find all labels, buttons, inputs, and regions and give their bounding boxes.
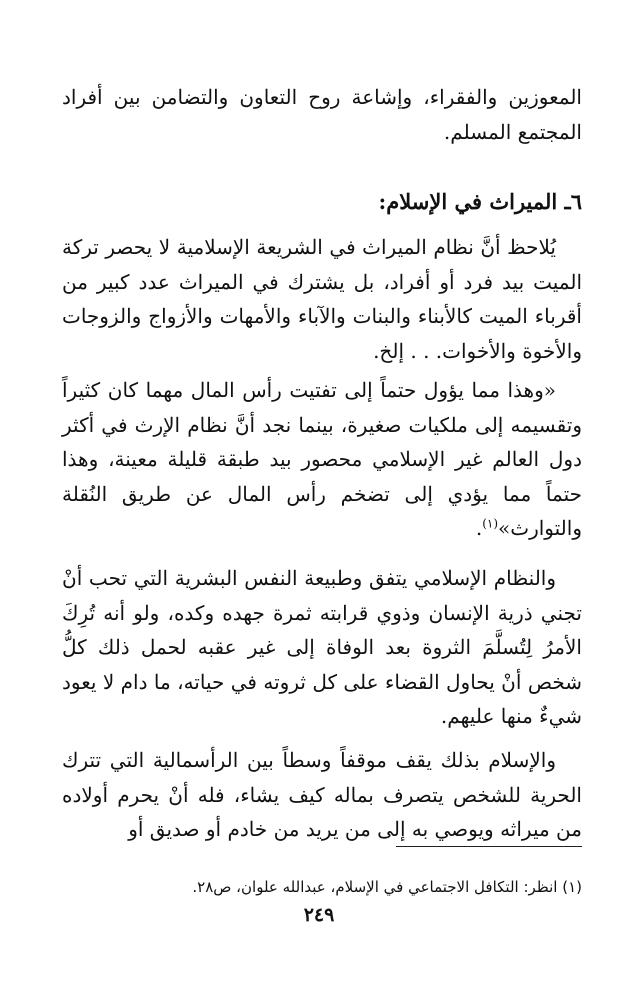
- inheritance-paragraph-2: [62, 373, 582, 546]
- inheritance-paragraph-3: والنظام الإسلامي يتفق وطبيعة النفس البشرية التي تحب أنْ تجني ذرية الإنسان وذوي قرابته ثمرة جهده وكده، ولو أنه تُرِكَ الأمرُ لِتُسلَّمَ الثروة بعد الوفاة إلى غير عقبه لحمل ذلك كلُّ شخص أنْ يحاول القضاء على كل ثروته في حياته، ما دام لا يعود شيءٌ منها عليهم.: [62, 566, 582, 728]
- paragraph-period: .: [475, 516, 483, 540]
- footnote-divider: [396, 846, 582, 847]
- footnote: (١) انظر: التكافل الاجتماعي في الإسلام، عبدالله علوان، ص٢٨.: [192, 878, 582, 896]
- footnote-reference: (١): [482, 516, 499, 531]
- quoted-paragraph-text: «وهذا مما يؤول حتماً إلى تفتيت رأس المال مهما كان كثيراً وتقسيمه إلى ملكيات صغيرة، بينما نجد أنَّ نظام الإرث في أكثر دول العالم غير الإسلامي محصور بيد طبقة قليلة معينة، وهذا حتماً مما يؤدي إلى تضخم رأس المال عن طريق النُقلة والتوارث»: [62, 378, 582, 540]
- inheritance-paragraph-1: يُلاحظ أنَّ نظام الميراث في الشريعة الإسلامية لا يحصر تركة الميت بيد فرد أو أفراد، بل يشترك في الميراث عدد كبير من أقرباء الميت كالأبناء والبنات والآباء والأمهات والأزواج والزوجات والأخوة والأخوات. . . إلخ.: [62, 235, 582, 363]
- intro-paragraph: المعوزين والفقراء، وإشاعة روح التعاون والتضامن بين أفراد المجتمع المسلم.: [62, 85, 582, 144]
- inheritance-paragraph-4: والإسلام بذلك يقف موقفاً وسطاً بين الرأسمالية التي تترك الحرية للشخص يتصرف بماله كيف يشاء، فله أنْ يحرم أولاده من ميراثه ويوصي به إلى من يريد من خادم أو صديق أو: [62, 748, 582, 841]
- page-number: ٢٤٩: [303, 904, 335, 926]
- section-heading: ٦ـ الميراث في الإسلام:: [378, 189, 582, 215]
